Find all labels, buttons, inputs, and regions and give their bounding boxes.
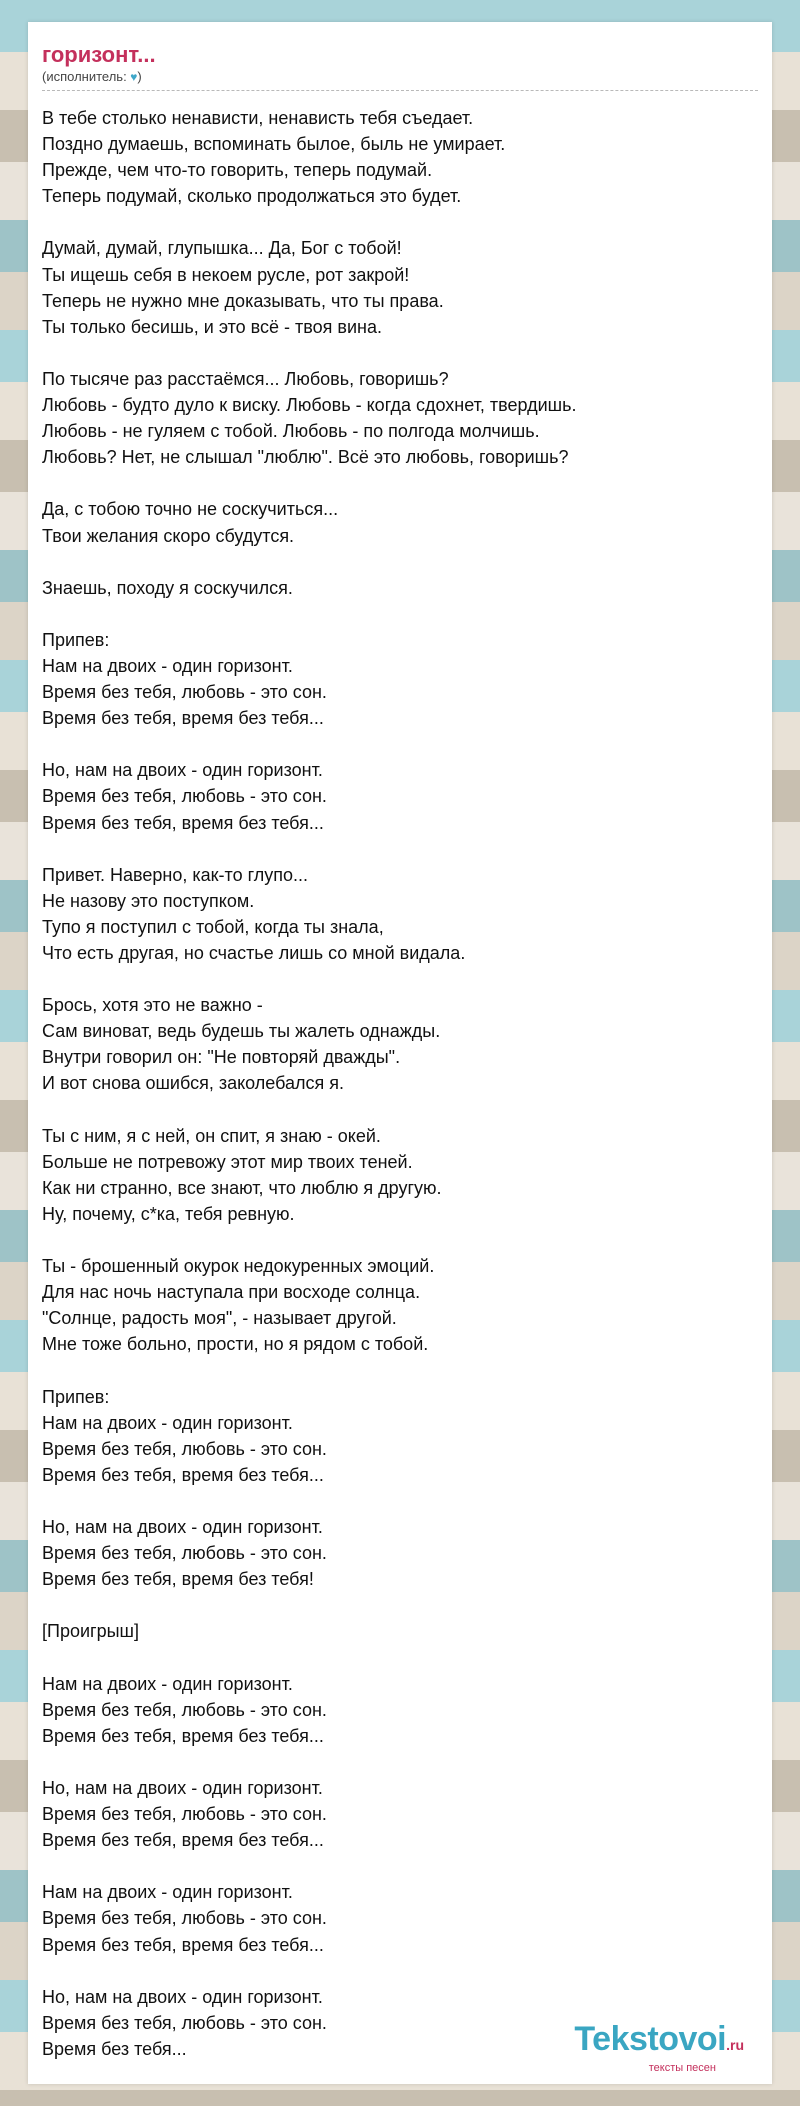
lyrics-stanza xyxy=(42,105,758,209)
lyrics-line: Но, нам на двоих - один горизонт. xyxy=(42,1517,323,1538)
song-title[interactable]: горизонт... xyxy=(42,42,156,67)
heart-icon[interactable]: ♥ xyxy=(130,70,138,84)
lyrics-stanza xyxy=(42,496,758,548)
logo-tagline: тексты песен xyxy=(648,2062,716,2074)
lyrics-line: Время без тебя, время без тебя... xyxy=(42,812,324,833)
lyrics-line: Сам виноват, ведь будешь ты жалеть однажды. xyxy=(42,1021,441,1042)
lyrics-line: Время без тебя, любовь - это сон. xyxy=(42,1699,327,1720)
lyrics-line: Прежде, чем что-то говорить, теперь подумай. xyxy=(42,160,433,181)
lyrics-line: Время без тебя, любовь - это сон. xyxy=(42,682,327,703)
lyrics-line: Да, с тобою точно не соскучиться... xyxy=(42,499,339,520)
lyrics-line: Но, нам на двоих - один горизонт. xyxy=(42,1778,323,1798)
lyrics-line: Ну, почему, с*ка, тебя ревную. xyxy=(42,1203,295,1224)
logo-wordmark[interactable] xyxy=(574,2022,744,2062)
lyrics-card xyxy=(28,22,772,2084)
lyrics-line: Но, нам на двоих - один горизонт. xyxy=(42,760,323,781)
lyrics-line: "Солнце, радость моя", - называет другой. xyxy=(42,1308,397,1329)
lyrics-line: Теперь подумай, сколько продолжаться это будет. xyxy=(42,186,462,207)
lyrics-line: Время без тебя, любовь - это сон. xyxy=(42,1908,327,1929)
lyrics-line: Теперь не нужно мне доказывать, что ты права. xyxy=(42,290,444,311)
lyrics-line: Любовь? Нет, не слышал "люблю". Всё это любовь, говоришь? xyxy=(42,447,569,468)
lyrics-stanza xyxy=(42,1514,758,1592)
lyrics-line: Время без тебя, любовь - это сон. xyxy=(42,2012,327,2033)
lyrics-line: В тебе столько ненависти, ненависть тебя съедает. xyxy=(42,108,474,128)
lyrics-line: Думай, думай, глупышка... Да, Бог с тобой! xyxy=(42,238,402,259)
lyrics-line: Время без тебя, любовь - это сон. xyxy=(42,786,327,807)
lyrics-line: Время без тебя, любовь - это сон. xyxy=(42,1804,327,1825)
lyrics-line: Ты - брошенный окурок недокуренных эмоций. xyxy=(42,1256,435,1277)
lyrics-line: Время без тебя, время без тебя... xyxy=(42,1934,324,1955)
lyrics-line: Тупо я поступил с тобой, когда ты знала, xyxy=(42,916,384,937)
lyrics-line: Как ни странно, все знают, что люблю я другую. xyxy=(42,1177,442,1198)
lyrics-line: Для нас ночь наступала при восходе солнца. xyxy=(42,1282,421,1303)
lyrics-line: Нам на двоих - один горизонт. xyxy=(42,1412,293,1433)
lyrics-line: Время без тебя, любовь - это сон. xyxy=(42,1543,327,1564)
lyrics-line: Не назову это поступком. xyxy=(42,890,255,911)
lyrics-line: Припев: xyxy=(42,1386,110,1407)
lyrics-stanza xyxy=(42,1879,758,1957)
lyrics-stanza xyxy=(42,1618,758,1644)
lyrics-stanza xyxy=(42,235,758,339)
lyrics-line: Время без тебя... xyxy=(42,2038,187,2059)
lyrics-stanza xyxy=(42,1671,758,1749)
lyrics-line: Время без тебя, время без тебя... xyxy=(42,1464,324,1485)
lyrics-stanza xyxy=(42,575,758,601)
lyrics-line: Нам на двоих - один горизонт. xyxy=(42,1673,293,1694)
lyrics-line: Любовь - не гуляем с тобой. Любовь - по полгода молчишь. xyxy=(42,421,540,442)
lyrics-line: Знаешь, походу я соскучился. xyxy=(42,577,293,598)
lyrics-stanza xyxy=(42,1775,758,1853)
lyrics-line: Ты только бесишь, и это всё - твоя вина. xyxy=(42,316,382,337)
site-logo[interactable] xyxy=(574,2022,744,2074)
lyrics-line: Время без тебя, время без тебя... xyxy=(42,708,324,729)
lyrics-line: [Проигрыш] xyxy=(42,1621,139,1642)
lyrics-stanza xyxy=(42,1384,758,1488)
lyrics-line: Что есть другая, но счастье лишь со мной видала. xyxy=(42,943,466,963)
lyrics-line: Но, нам на двоих - один горизонт. xyxy=(42,1986,323,2007)
lyrics-line: Привет. Наверно, как-то глупо... xyxy=(42,864,309,885)
lyrics-stanza xyxy=(42,757,758,835)
lyrics-line: Время без тебя, время без тебя... xyxy=(42,1725,324,1746)
lyrics-line: Нам на двоих - один горизонт. xyxy=(42,1882,293,1903)
lyrics-stanza xyxy=(42,627,758,731)
lyrics-line: Припев: xyxy=(42,629,110,650)
lyrics-stanza xyxy=(42,1123,758,1227)
lyrics-line: Любовь - будто дуло к виску. Любовь - когда сдохнет, твердишь. xyxy=(42,395,577,416)
lyrics-line: По тысяче раз расстаёмся... Любовь, говоришь? xyxy=(42,368,449,389)
lyrics-stanza xyxy=(42,862,758,966)
lyrics-stanza xyxy=(42,1253,758,1357)
lyrics-line: Мне тоже больно, прости, но я рядом с тобой. xyxy=(42,1334,429,1355)
lyrics-line: Время без тебя, время без тебя... xyxy=(42,1830,324,1851)
lyrics-line: И вот снова ошибся, заколебался я. xyxy=(42,1073,345,1094)
lyrics-line: Время без тебя, любовь - это сон. xyxy=(42,1438,327,1459)
lyrics-body xyxy=(42,105,758,2062)
lyrics-stanza xyxy=(42,992,758,1096)
lyrics-line: Твои желания скоро сбудутся. xyxy=(42,525,295,546)
lyrics-line: Брось, хотя это не важно - xyxy=(42,995,263,1016)
lyrics-line: Внутри говорил он: "Не повторяй дважды". xyxy=(42,1047,401,1068)
lyrics-line: Ты ищешь себя в некоем русле, рот закрой! xyxy=(42,264,410,285)
performer-line xyxy=(42,68,758,91)
lyrics-line: Ты с ним, я с ней, он спит, я знаю - окей. xyxy=(42,1125,381,1146)
lyrics-line: Время без тебя, время без тебя! xyxy=(42,1569,314,1590)
logo-tld: .ru xyxy=(726,2037,744,2053)
performer-suffix: ) xyxy=(137,69,142,84)
performer-prefix: (исполнитель: xyxy=(42,69,131,84)
lyrics-stanza xyxy=(42,366,758,470)
lyrics-line: Больше не потревожу этот мир твоих теней. xyxy=(42,1151,413,1172)
lyrics-line: Поздно думаешь, вспоминать былое, быль не умирает. xyxy=(42,134,506,155)
logo-name: Tekstovoi xyxy=(574,2020,727,2058)
lyrics-line: Нам на двоих - один горизонт. xyxy=(42,655,293,676)
